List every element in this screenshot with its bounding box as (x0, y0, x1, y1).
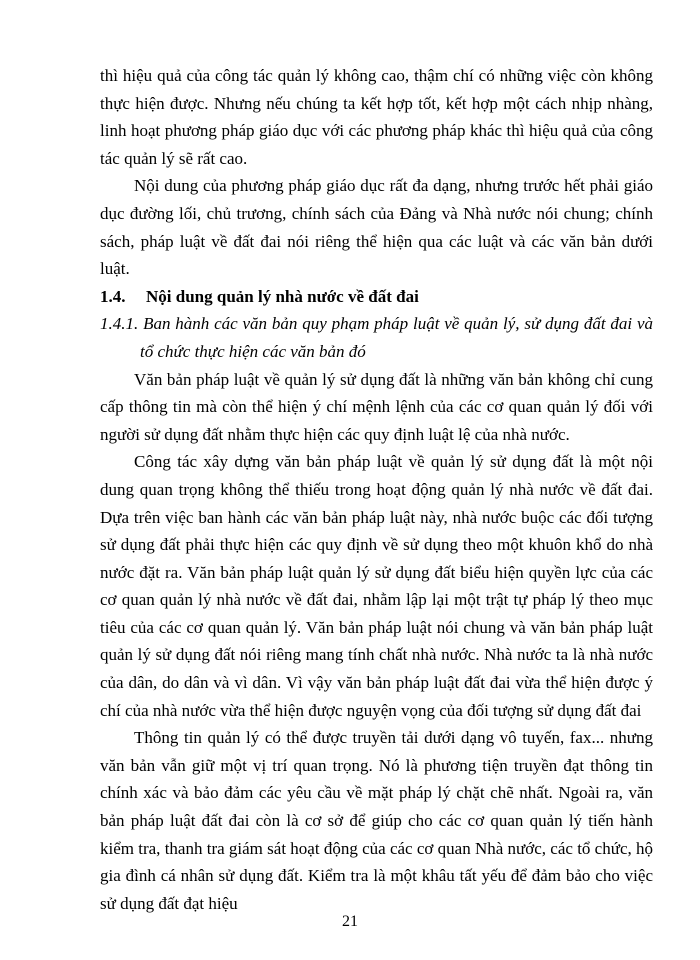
paragraph-building-legal-documents: Công tác xây dựng văn bản pháp luật về quản lý sử dụng đất là một nội dung quan trọng không thể thiếu trong hoạt động quản lý nhà nước về đất đai. Dựa trên việc ban hành các văn bản pháp luật này, nhà nước buộc các đối tượng sử dụng đất phải thực hiện các quy định về sử dụng theo một khuôn khổ do nhà nước đặt ra. Văn bản pháp luật quản lý sử dụng đất biểu hiện quyền lực của các cơ quan quản lý nhà nước về đất đai, nhằm lập lại một trật tự pháp lý theo mục tiêu của các cơ quan quản lý. Văn bản pháp luật nói chung và văn bản pháp luật quản lý sử dụng đất nói riêng mang tính chất nhà nước. Nhà nước ta là nhà nước của dân, do dân và vì dân. Vì vậy văn bản pháp luật đất đai vừa thể hiện được ý chí của nhà nước vừa thể hiện được nguyện vọng của đối tượng sử dụng đất đai (100, 452, 653, 720)
paragraph-continuation: thì hiệu quả của công tác quản lý không cao, thậm chí có những việc còn không thực hiện được. Nhưng nếu chúng ta kết hợp tốt, kết hợp một cách nhịp nhàng, linh hoạt phương pháp giáo dục với các phương pháp khác thì hiệu quả của công tác quản lý sẽ rất cao. (100, 66, 653, 168)
paragraph-legal-documents: Văn bản pháp luật về quản lý sử dụng đất là những văn bản không chỉ cung cấp thông tin mà còn thể hiện ý chí mệnh lệnh của các cơ quan quản lý đối với người sử dụng đất nhằm thực hiện các quy định luật lệ của nhà nước. (100, 369, 653, 444)
page-body (100, 62, 653, 917)
subsection-heading: 1.4.1. Ban hành các văn bản quy phạm pháp luật về quản lý, sử dụng đất đai và tổ chức thực hiện các văn bản đó (100, 314, 653, 361)
section-number: 1.4. (100, 286, 126, 306)
paragraph-education-content: Nội dung của phương pháp giáo dục rất đa dạng, nhưng trước hết phải giáo dục đường lối, chủ trương, chính sách của Đảng và Nhà nước nói chung; chính sách, pháp luật về đất đai nói riêng thể hiện qua các luật và các văn bản dưới luật. (100, 176, 653, 279)
paragraph-management-information: Thông tin quản lý có thể được truyền tải dưới dạng vô tuyến, fax... nhưng văn bản vẫn giữ một vị trí quan trọng. Nó là phương tiện truyền đạt thông tin chính xác và bảo đảm các yêu cầu về mặt pháp lý chặt chẽ nhất. Ngoài ra, văn bản pháp luật đất đai còn là cơ sở để giúp cho các cơ quan quản lý tiến hành kiểm tra, thanh tra giám sát hoạt động của các cơ quan Nhà nước, các tổ chức, hộ gia đình cá nhân sử dụng đất. Kiểm tra là một khâu tất yếu để đảm bảo cho việc sử dụng đất đạt hiệu (100, 728, 653, 913)
section-title: Nội dung quản lý nhà nước về đất đai (146, 286, 419, 306)
section-heading (100, 283, 653, 311)
page-number: 21 (342, 913, 358, 930)
